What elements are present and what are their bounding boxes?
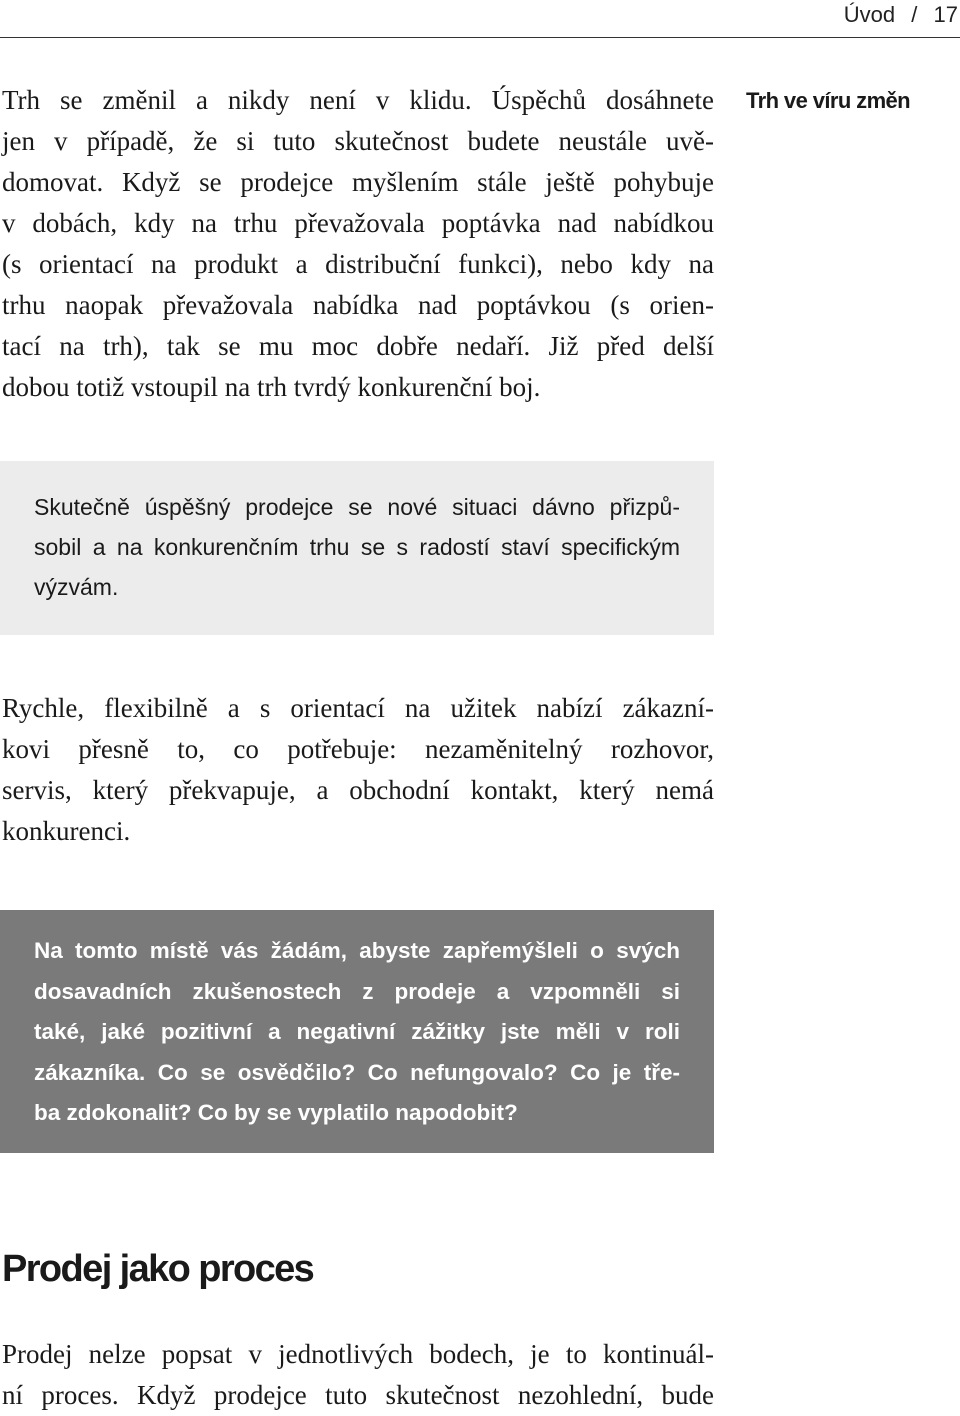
- text-line: domovat. Když se prodejce myšlením stále ještě pohybuje: [2, 167, 714, 197]
- text-line: Trh se změnil a nikdy není v klidu. Úspěchů dosáhnete: [2, 85, 714, 115]
- text-line: sobil a na konkurenčním trhu se s radostí staví specifickým: [34, 534, 680, 560]
- paragraph-market-change: [2, 80, 714, 408]
- text-line: zákazníka. Co se osvědčilo? Co nefungovalo? Co je tře-: [34, 1059, 680, 1085]
- header-rule: [0, 37, 960, 38]
- text-line: Skutečně úspěšný prodejce se nové situaci dávno přizpů-: [34, 494, 680, 520]
- text-line: ba zdokonalit? Co by se vyplatilo napodobit?: [34, 1100, 518, 1125]
- text-line: dosavadních zkušenostech z prodeje a vzpomněli si: [34, 978, 680, 1004]
- text-line: (s orientací na produkt a distribuční funkci), nebo kdy na: [2, 249, 714, 279]
- text-line: Na tomto místě vás žádám, abyste zapřemýšleli o svých: [34, 938, 680, 963]
- exercise-text: [34, 931, 680, 1134]
- text-line: tací na trh), tak se mu moc dobře nedaří. Již před delší: [2, 331, 714, 361]
- text-line: servis, který překvapuje, a obchodní kontakt, který nemá: [2, 775, 714, 805]
- exercise-box: [0, 910, 714, 1153]
- paragraph-successful-seller: [2, 688, 714, 852]
- running-head-separator: /: [911, 2, 918, 27]
- text-line: ní proces. Když prodejce tuto skutečnost nezohlední, bude: [2, 1380, 714, 1410]
- running-head-section: Úvod: [843, 2, 896, 27]
- text-line: také, jaké pozitivní a negativní zážitky jste měli v roli: [34, 1019, 680, 1044]
- section-heading: Prodej jako proces: [2, 1248, 314, 1290]
- text-line: Prodej nelze popsat v jednotlivých bodech, je to kontinuál-: [2, 1339, 714, 1369]
- text-line: jen v případě, že si tuto skutečnost budete neustále uvě-: [2, 126, 714, 156]
- text-line: kovi přesně to, co potřebuje: nezaměnitelný rozhovor,: [2, 734, 714, 764]
- text-line: dobou totiž vstoupil na trh tvrdý konkurenční boj.: [2, 372, 541, 402]
- highlight-text: [34, 487, 680, 607]
- text-line: konkurenci.: [2, 816, 131, 846]
- paragraph-sales-process: [2, 1334, 714, 1416]
- text-line: výzvám.: [34, 574, 119, 600]
- margin-note: Trh ve víru změn: [746, 88, 911, 113]
- highlight-box: [0, 461, 714, 635]
- text-line: Rychle, flexibilně a s orientací na užitek nabízí zákazní-: [2, 693, 714, 723]
- page-number: 17: [933, 2, 958, 27]
- text-line: trhu naopak převažovala nabídka nad poptávkou (s orien-: [2, 290, 714, 320]
- text-line: v dobách, kdy na trhu převažovala poptávka nad nabídkou: [2, 208, 714, 238]
- running-head: [844, 0, 958, 30]
